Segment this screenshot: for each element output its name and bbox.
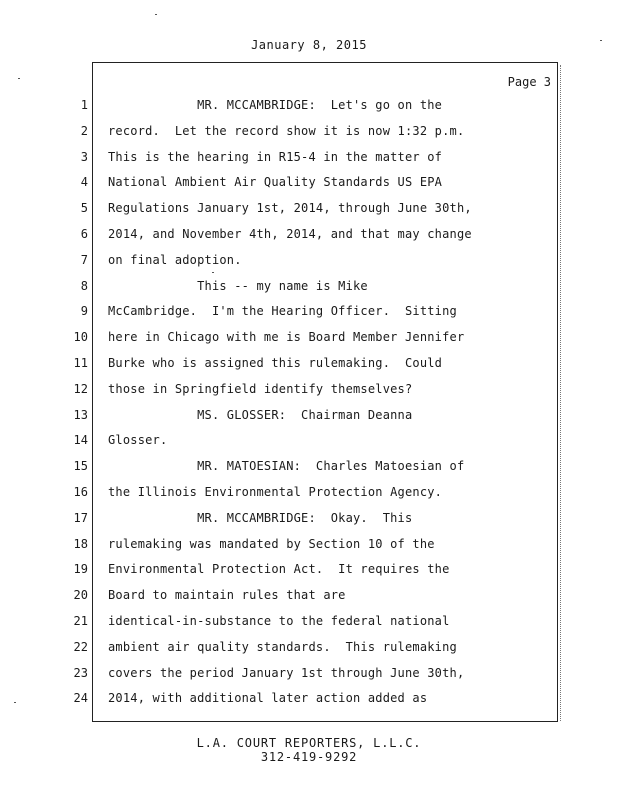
transcript-line: National Ambient Air Quality Standards US EPA	[108, 175, 443, 190]
line-number: 6	[80, 227, 88, 241]
line-number: 23	[73, 665, 88, 680]
transcript-line: McCambridge. I'm the Hearing Officer. Sitting	[108, 304, 457, 319]
transcript-line: Regulations January 1st, 2014, through June 30th,	[108, 201, 472, 216]
line-number: 5	[80, 201, 88, 216]
line-number: 3	[80, 149, 88, 164]
line-number: 22	[73, 639, 88, 654]
line-number: 16	[73, 485, 88, 499]
transcript-line: MS. GLOSSER: Chairman Deanna	[108, 407, 413, 422]
transcript-line: those in Springfield identify themselves?	[108, 381, 413, 396]
line-number: 17	[73, 510, 88, 525]
transcript-line: Burke who is assigned this rulemaking. Could	[108, 356, 443, 370]
line-number: 8	[80, 278, 88, 293]
scan-speck	[18, 78, 20, 79]
line-number: 18	[73, 536, 88, 551]
line-number: 9	[80, 304, 88, 319]
transcript-line: MR. MCCAMBRIDGE: Let's go on the	[108, 98, 443, 112]
line-number: 11	[73, 356, 88, 370]
transcript-line: covers the period January 1st through June 30th,	[108, 665, 465, 680]
transcript-line: ambient air quality standards. This rulemaking	[108, 639, 457, 654]
line-number: 20	[73, 588, 88, 603]
scan-speck	[212, 272, 214, 273]
line-number: 19	[73, 562, 88, 577]
transcript-line: MR. MATOESIAN: Charles Matoesian of	[108, 459, 465, 474]
scan-speck	[600, 40, 602, 41]
line-number: 15	[73, 459, 88, 474]
transcript-line: 2014, with additional later action added as	[108, 691, 428, 706]
line-number: 24	[73, 691, 88, 706]
transcript-line: Board to maintain rules that are	[108, 588, 346, 603]
transcript-line: rulemaking was mandated by Section 10 of the	[108, 536, 435, 551]
footer-company: L.A. COURT REPORTERS, L.L.C.	[196, 736, 422, 750]
header-date: January 8, 2015	[251, 38, 367, 52]
line-number: 21	[73, 614, 88, 628]
scan-speck	[155, 14, 157, 15]
line-number: 14	[73, 433, 88, 448]
transcript-line: This -- my name is Mike	[108, 278, 368, 293]
transcript-line: identical-in-substance to the federal national	[108, 614, 450, 628]
transcript-line: record. Let the record show it is now 1:32 p.m.	[108, 123, 465, 138]
scan-speck	[14, 702, 16, 703]
line-number: 2	[80, 123, 88, 138]
transcript-line: the Illinois Environmental Protection Agency.	[108, 485, 443, 499]
footer-phone: 312-419-9292	[260, 750, 358, 764]
line-number: 1	[80, 98, 88, 112]
transcript-line: on final adoption.	[108, 252, 242, 267]
transcript-line: Environmental Protection Act. It requires the	[108, 562, 450, 577]
line-number: 7	[80, 252, 88, 267]
line-number: 4	[80, 175, 88, 190]
line-number: 10	[73, 330, 88, 345]
transcript-line: here in Chicago with me is Board Member Jennifer	[108, 330, 465, 345]
transcript-line: 2014, and November 4th, 2014, and that may change	[108, 227, 472, 241]
transcript-line: This is the hearing in R15-4 in the matter of	[108, 149, 443, 164]
transcript-line: MR. MCCAMBRIDGE: Okay. This	[108, 510, 413, 525]
line-number: 13	[73, 407, 88, 422]
line-number: 12	[73, 381, 88, 396]
transcript-line: Glosser.	[108, 433, 168, 448]
page-number: Page 3	[507, 75, 551, 89]
